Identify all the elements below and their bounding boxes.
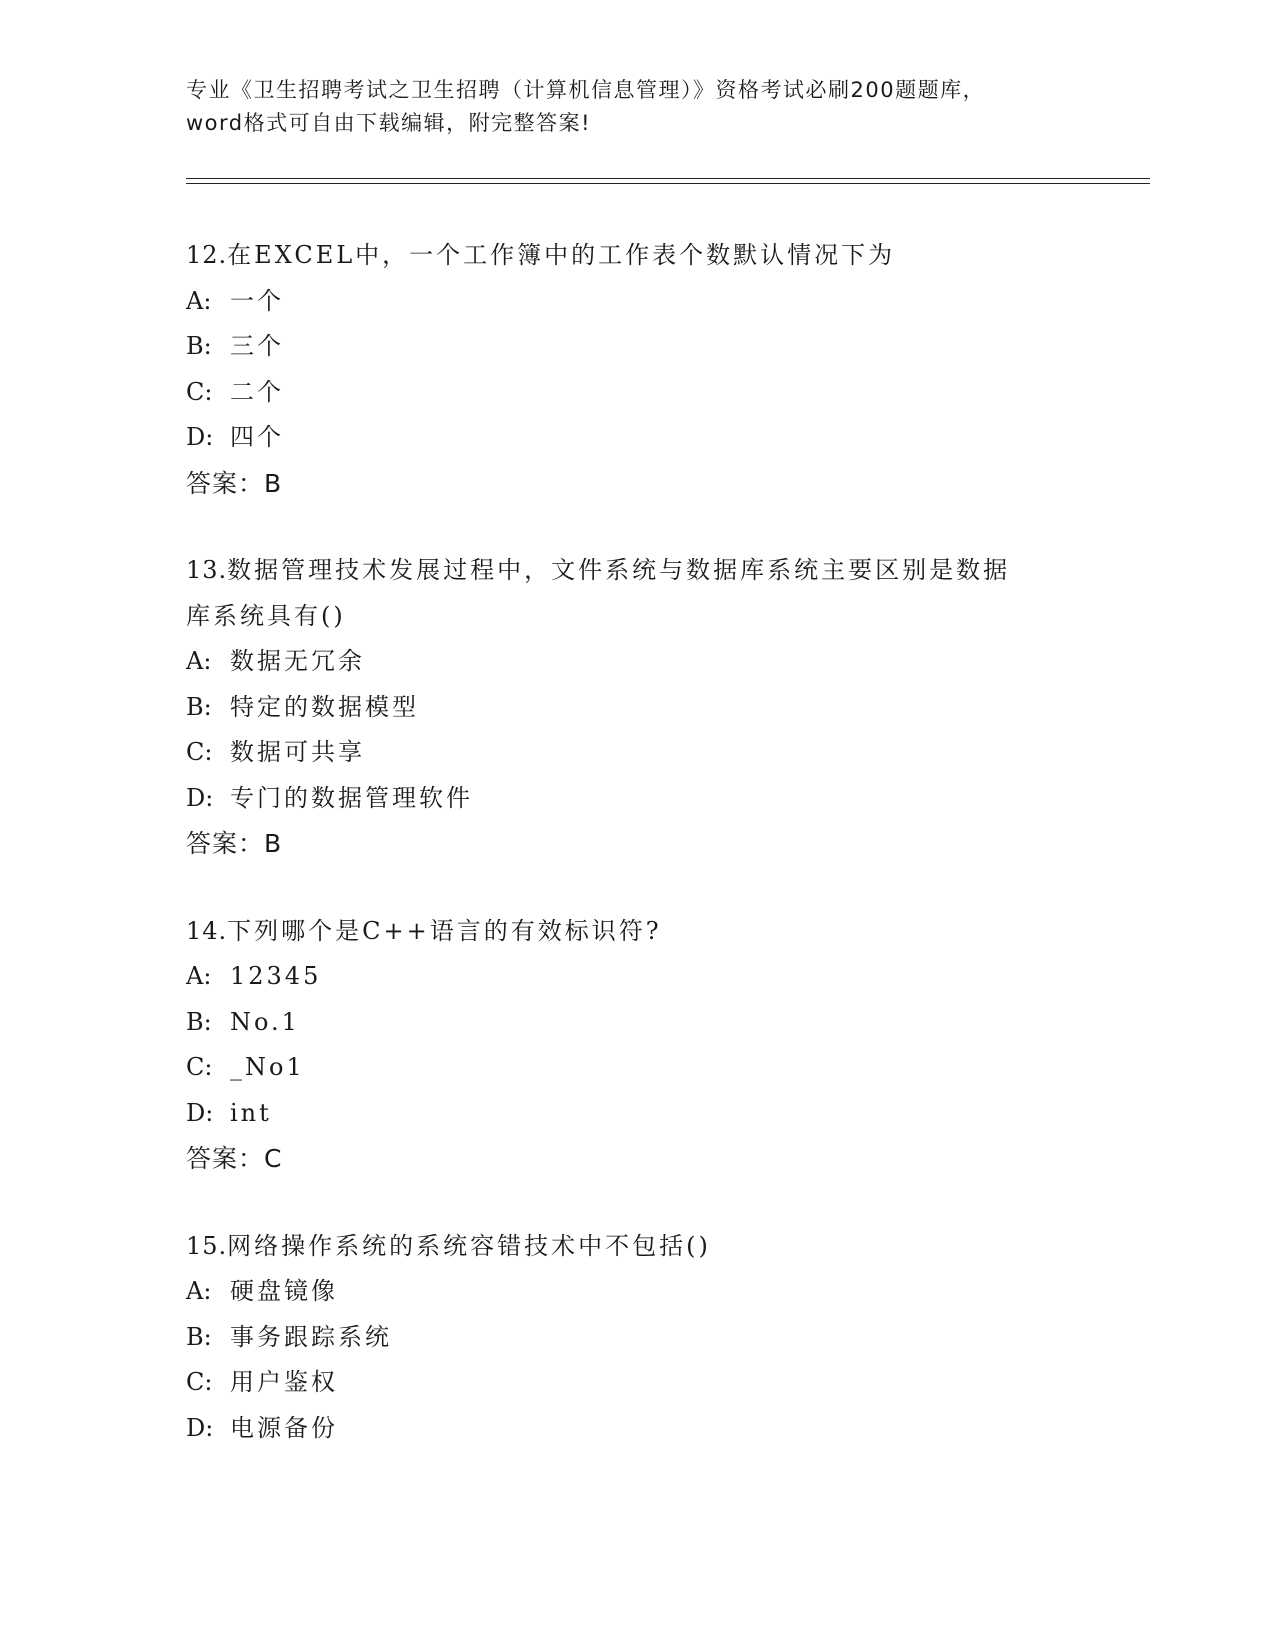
option-label: B: (186, 332, 212, 360)
option-a (186, 954, 1086, 1000)
option-d (186, 1406, 1086, 1452)
option-label: B: (186, 1007, 212, 1036)
question-text (186, 233, 1086, 279)
option-text: 事务跟踪系统 (230, 1322, 392, 1351)
option-a (186, 1269, 1086, 1315)
header-divider-top (186, 178, 1150, 179)
answer-text: 答案：B (186, 468, 283, 498)
header-line-1: 专业《卫生招聘考试之卫生招聘（计算机信息管理）》资格考试必刷200题题库， (186, 78, 986, 102)
option-c (186, 1360, 1086, 1406)
option-label: A: (186, 1277, 212, 1305)
question-item (186, 1224, 1086, 1452)
question-number: 15. (186, 1231, 228, 1260)
option-b (186, 1315, 1086, 1361)
question-item (186, 548, 1086, 867)
option-text: 用户鉴权 (230, 1368, 338, 1396)
option-text: 二个 (230, 377, 284, 406)
option-d (186, 776, 1086, 822)
option-b (186, 685, 1086, 731)
option-label: A: (186, 647, 212, 675)
option-label: C: (186, 1368, 213, 1396)
option-c (186, 1045, 1086, 1091)
option-label: D: (186, 783, 214, 812)
question-number: 13. (186, 556, 228, 584)
option-text: 一个 (230, 286, 284, 315)
option-c (186, 370, 1086, 416)
question-list (186, 233, 1086, 1493)
option-label: B: (186, 692, 212, 721)
option-text: 电源备份 (230, 1413, 338, 1442)
option-label: A: (186, 286, 212, 315)
option-a (186, 279, 1086, 325)
question-item (186, 909, 1086, 1182)
question-item (186, 233, 1086, 506)
option-text: 硬盘镜像 (230, 1277, 338, 1305)
option-label: D: (186, 423, 214, 451)
question-line: 在EXCEL中，一个工作簿中的工作表个数默认情况下为 (227, 241, 896, 269)
option-text: 四个 (230, 423, 284, 451)
option-label: B: (186, 1322, 212, 1351)
header-line-2: word格式可自由下载编辑，附完整答案! (186, 111, 592, 135)
option-text: 数据可共享 (230, 738, 365, 766)
question-text-continued: 库系统具有() (186, 601, 346, 630)
option-label: D: (186, 1098, 214, 1127)
question-line: 网络操作系统的系统容错技术中不包括() (227, 1231, 711, 1260)
question-line: 数据管理技术发展过程中，文件系统与数据库系统主要区别是数据 (227, 556, 1011, 584)
question-number: 12. (186, 241, 228, 269)
answer-text: 答案：B (186, 829, 283, 858)
option-a (186, 639, 1086, 685)
question-text (186, 1224, 1086, 1270)
option-text: No.1 (230, 1007, 300, 1036)
answer-text: 答案：C (186, 1144, 283, 1173)
option-d (186, 415, 1086, 461)
option-b (186, 324, 1086, 370)
header-divider-bottom (186, 183, 1150, 184)
option-text: 12345 (230, 962, 322, 990)
option-label: C: (186, 738, 213, 766)
document-header (186, 74, 1086, 140)
question-number: 14. (186, 916, 228, 945)
option-b (186, 1000, 1086, 1046)
option-label: C: (186, 1053, 213, 1081)
option-text: _No1 (230, 1053, 305, 1081)
option-text: 数据无冗余 (230, 647, 365, 675)
option-label: A: (186, 962, 212, 990)
option-label: D: (186, 1413, 214, 1442)
option-text: 特定的数据模型 (230, 692, 419, 721)
option-text: 专门的数据管理软件 (230, 783, 473, 812)
option-c (186, 730, 1086, 776)
option-text: int (230, 1098, 272, 1127)
option-label: C: (186, 377, 213, 406)
question-line: 下列哪个是C++语言的有效标识符? (227, 916, 662, 945)
question-text (186, 909, 1086, 955)
option-text: 三个 (230, 332, 284, 360)
option-d (186, 1091, 1086, 1137)
question-text (186, 548, 1086, 594)
